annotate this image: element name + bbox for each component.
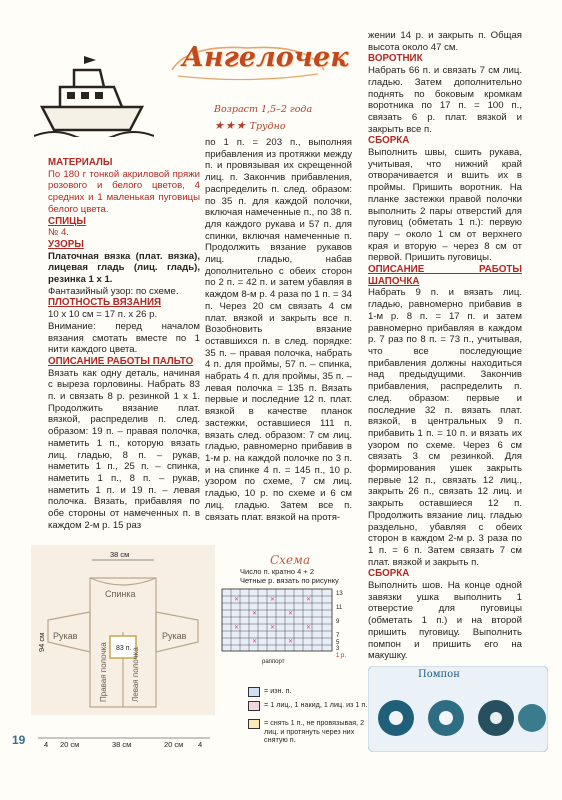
col2-text: по 1 п. = 203 п., выполняя прибавления из протяжки между п. и провязывая их скрещенной лиц. п. Закончив прибавления, распределить п. след. образом: по 35 п. для каждой полочки, включая намеченные п., по 38 п. для каждого рукава и 57 п. для спинки, включая намеченные п. Продолжить вязание рукавов лиц. гладью, набав дополнительно с обеих сторон по 2 п. = 42 п. и затем убавляя в каждом 8-м р. 4 раза по 1 п. = 34 п. Через 20 см связать 4 см плат. вязкой и закрыть все п. Возобновить вязание оставшихся п. в след. порядке: 35 п. – правая полочка, набрать 4 п. для проймы, 57 п. – спинка, набрать 4 п. для проймы, 35 п. – левая полочка = 135 п. Вязать первые и последние 12 п. плат. вязкой в качестве планок застежки, оставшиеся 111 п. вязать след. образом: 7 см лиц. гладью, равномерно прибавив в 1-м р. на каждой полочке по 3 п. и на спинке 4 п. = 145 п., 10 р. узором по схеме, 7 см лиц. гладью, 10 р. по схеме и 6 см лиц. гладью. Затем все п. связать плат. вязкой на протя- (205, 137, 352, 523)
svg-text:✕: ✕ (288, 610, 294, 617)
materials-heading: МАТЕРИАЛЫ (48, 157, 113, 168)
svg-text:✕: ✕ (252, 638, 258, 645)
svg-text:9: 9 (336, 619, 340, 625)
svg-text:5: 5 (336, 640, 340, 646)
schema-multiple: Число п. кратно 4 + 2 (240, 567, 315, 576)
dim-height: 94 см (37, 632, 46, 652)
collar-text: Набрать 66 п. и связать 7 см лиц. гладью. Затем дополнительно поднять по боковым кромкам воротника по 17 п. = 100 п., связать 6 р. плат. вязкой и закрыть все п. (368, 65, 522, 135)
coat-text: Вязать как одну деталь, начиная с выреза горловины. Набрать 83 п. и связать 8 р. резинкой 1 х 1. Продолжить вязание плат. вязкой, распределив п. след. образом: 19 п. – правая полочка, наметить 1 п., которую вязать лиц. гладью, 8 п. – рукав, наметить 1 п., 25 п. – спинка, наметить 1 п., 8 п. – рукав, наметить 1 п. и 19 п. – левая полочка. Вязать, прибавляя по обе стороны от намеченных п. в каждом 2-м р. 15 раз (48, 367, 200, 531)
sleeve-left-label: Рукав (53, 631, 78, 641)
hat-heading: ОПИСАНИЕ РАБОТЫ ШАПОЧКА (368, 264, 522, 287)
legend-purl-swatch (248, 687, 260, 697)
svg-text:✕: ✕ (288, 638, 294, 645)
coat-heading: ОПИСАНИЕ РАБОТЫ ПАЛЬТО (48, 355, 194, 367)
svg-text:✕: ✕ (306, 596, 312, 603)
svg-text:✕: ✕ (234, 596, 240, 603)
materials-text: По 180 г тонкой акриловой пряжи розового и белого цветов, 4 средних и 1 маленькая пуговицы белого цвета. (48, 168, 200, 215)
legend-slip: = снять 1 п., не провязывая, 2 лиц. и протянуть через них снятую п. (264, 718, 365, 745)
needles-text: № 4. (48, 227, 69, 239)
svg-text:1 р.: 1 р. (336, 653, 347, 659)
svg-text:13: 13 (336, 591, 343, 597)
svg-text:✕: ✕ (234, 624, 240, 631)
left-front-label: Левая полочка (131, 647, 140, 702)
legend-k1yo: = 1 лиц., 1 накид, 1 лиц. из 1 п. (264, 700, 368, 709)
back-label: Спинка (105, 589, 136, 599)
svg-text:7: 7 (336, 633, 340, 639)
assembly-text: Выполнить швы, сшить рукава, учитывая, что нижний край отворачивается и вшить их в проймы. Пришить воротник. На планке застежки правой полочки выполнить 2 пары отверстий для пуговиц (обметать 1 п.): первую пару – около 1 см от верхнего края и вторую – через 8 см от первой. Пришить пуговицы. (368, 147, 522, 264)
difficulty (214, 119, 286, 132)
collar-heading: ВОРОТНИК (368, 53, 423, 65)
dim-top: 38 см (110, 550, 130, 559)
page-title: Ангелочек (182, 42, 349, 73)
column-1 (48, 157, 200, 532)
attention-text: Внимание: перед началом вязания смотать вместе по 1 нити каждого цвета. (48, 320, 200, 356)
patterns-text: Платочная вязка (плат. вязка), лицевая гладь (лиц. гладь), резинка 1 х 1. (48, 250, 200, 286)
difficulty-stars: ★★★ (214, 119, 247, 132)
dim-b2: 20 см (60, 740, 80, 749)
svg-text:3: 3 (336, 646, 340, 652)
legend-k1yo-swatch (248, 701, 260, 711)
col3-intro: жении 14 р. и закрыть п. Общая высота около 47 см. (368, 30, 522, 53)
dim-b5: 4 (198, 740, 203, 749)
density-text: 10 х 10 см = 17 п. х 26 р. (48, 309, 158, 321)
dim-b3: 38 см (112, 740, 132, 749)
column-2 (205, 137, 352, 523)
assembly2-text: Выполнить шов. На конце одной завязки ушка выполнить 1 отверстие для пуговицы (обметать 1 п.) и на второй пришить пуговицу. Выполнить помпон и пришить его на макушку. (368, 580, 522, 662)
svg-text:✕: ✕ (252, 610, 258, 617)
age-label: Возраст 1,5–2 года (214, 104, 313, 115)
dim-b1: 4 (44, 740, 49, 749)
dim-b4: 20 см (164, 740, 184, 749)
sleeve-right-label: Рукав (162, 631, 187, 641)
assembly-heading: СБОРКА (368, 135, 410, 147)
knitting-chart (212, 583, 362, 683)
right-front-label: Правая полочка (99, 642, 108, 702)
needles-heading: СПИЦЫ (48, 215, 86, 227)
fancy-pattern-text: Фантазийный узор: по схеме. (48, 285, 179, 297)
garment-schematic (28, 542, 218, 754)
svg-text:✕: ✕ (270, 624, 276, 631)
difficulty-label: Трудно (249, 121, 286, 132)
hat-text: Набрать 9 п. и вязать лиц. гладью, равномерно прибавив в 1-м р. 8 п. = 17 п. и затем равномерно прибавляя в каждом р. 7 раз по 8 п. = 73 п., учитывая, что все последующие прибавления должны находиться над предыдущими. Закончив прибавления, распределить п. след. образом: первые и последние 32 п. вязать плат. вязкой, в центральных 9 п. прибавить 1 п. = 10 п. и вязать их узором по схеме. Через 6 см связать 3 см резинкой. Для формирования ушек закрыть первые 12 п., связать 12 лиц., закрыть 26 п., связать 12 лиц. и закрыть оставшиеся 12 п. Продолжить вязание лиц. гладью раздельно, убавляя с обеих сторон в каждом 2-м р. 3 раза по 1 п. = 6 п. Затем связать 7 см плат. вязкой и закрыть п. (368, 287, 522, 568)
title-banner (168, 40, 349, 82)
patterns-heading: УЗОРЫ (48, 238, 84, 250)
neck-stitches-label: 83 п. (116, 645, 132, 652)
schema-even-rows: Четные р. вязать по рисунку (240, 575, 339, 585)
page-number: 19 (12, 733, 26, 747)
boat-icon (34, 52, 154, 137)
svg-text:11: 11 (336, 605, 343, 611)
svg-text:раппорт: раппорт (262, 659, 285, 665)
pompon-title: Помпон (418, 669, 460, 680)
schema-title: Схема (270, 553, 311, 567)
svg-text:✕: ✕ (306, 624, 312, 631)
legend-purl: = изн. п. (264, 686, 292, 695)
density-heading: ПЛОТНОСТЬ ВЯЗАНИЯ (48, 297, 162, 309)
legend-slip-swatch (248, 719, 260, 729)
svg-text:✕: ✕ (270, 596, 276, 603)
assembly2-heading: СБОРКА (368, 568, 410, 580)
column-3 (368, 30, 522, 662)
